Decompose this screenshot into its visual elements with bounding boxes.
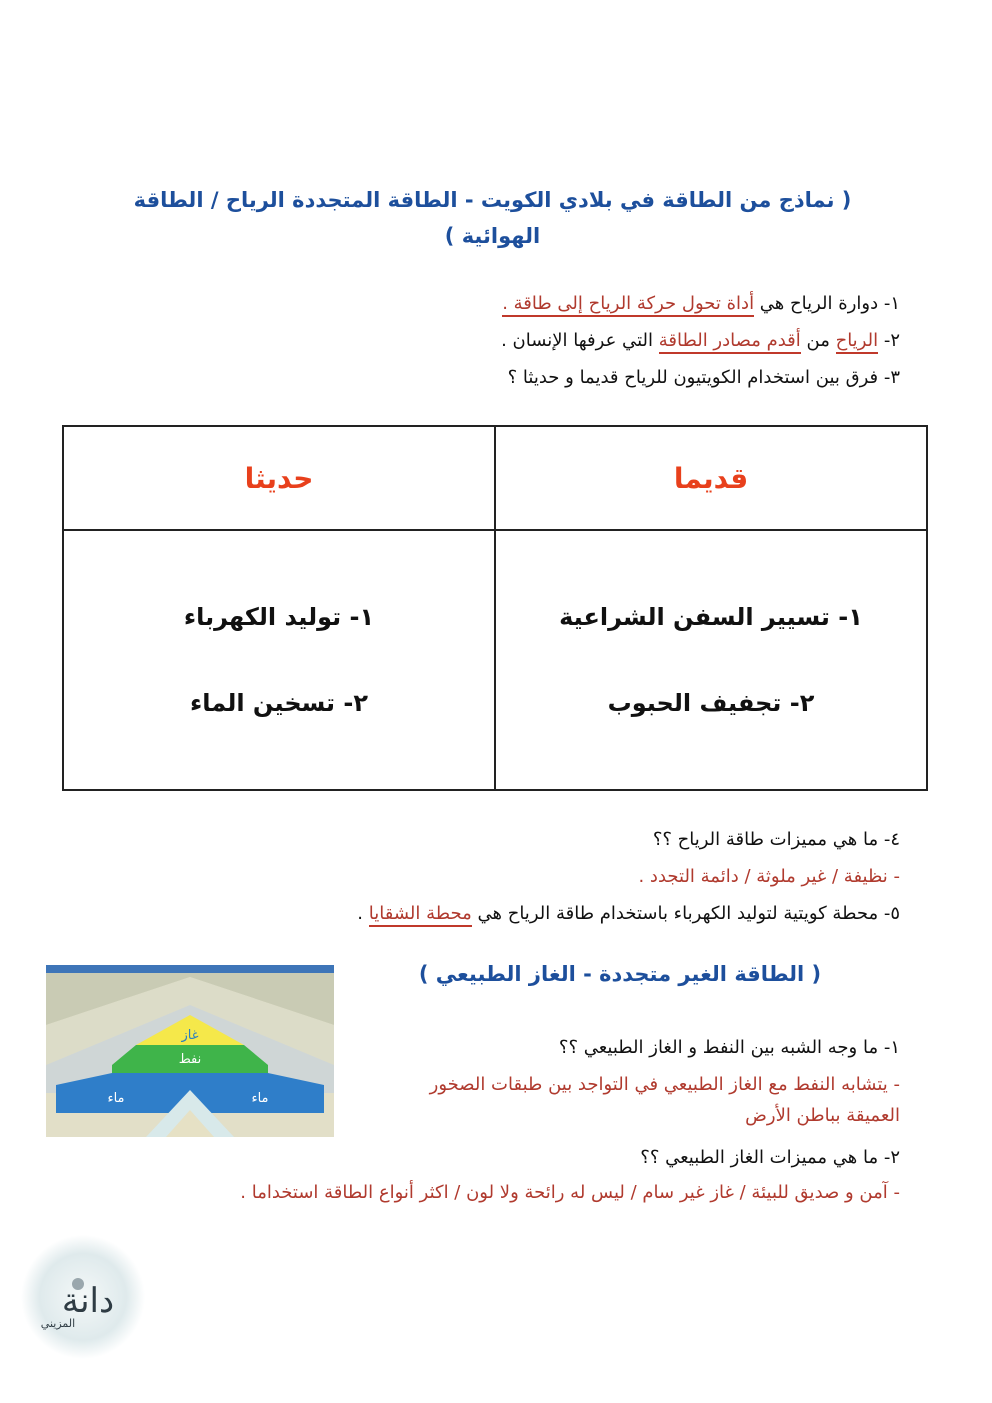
new-use-item: ١- توليد الكهرباء: [183, 603, 375, 631]
old-use-item: ٢- تجفيف الحبوب: [607, 689, 815, 717]
question-1-answer: أداة تحول حركة الرياح إلى طاقة .: [502, 293, 754, 317]
question-1-text: ١- دوارة الرياح هي: [754, 293, 900, 314]
logo-main-text: دانة: [61, 1281, 115, 1321]
old-use-item: ١- تسيير السفن الشراعية: [559, 603, 863, 631]
gas-oil-diagram: [46, 965, 334, 1137]
oil-label: نفط: [178, 1052, 202, 1067]
column-header-new: حديثا: [63, 426, 495, 530]
question-2-word2: أقدم مصادر الطاقة: [659, 330, 801, 354]
section-2-answer-2: - آمن و صديق للبيئة / غاز غير سام / ليس له رائحة ولا لون / اكثر أنواع الطاقة استخداما .: [240, 1182, 900, 1203]
section-2-answer-1: - يتشابه النفط مع الغاز الطبيعي في التواجد بين طبقات الصخور العميقة بباطن الأرض: [429, 1074, 900, 1126]
comparison-table: [62, 425, 928, 791]
column-header-old: قديما: [495, 426, 927, 530]
old-uses-cell: [495, 530, 927, 790]
question-5: [80, 900, 900, 928]
section-2-title: ( الطاقة الغير متجددة - الغاز الطبيعي ): [418, 962, 822, 986]
question-2: [80, 327, 900, 355]
question-5-text: ٥- محطة كويتية لتوليد الكهرباء باستخدام طاقة الرياح هي: [471, 903, 900, 924]
water-label-right: ماء: [251, 1091, 269, 1106]
section-2-question-1: ١- ما وجه الشبه بين النفط و الغاز الطبيعي ؟؟: [558, 1037, 900, 1058]
question-5-suffix: .: [357, 903, 369, 924]
question-1: [80, 290, 900, 318]
question-4: ٤- ما هي مميزات طاقة الرياح ؟؟: [652, 829, 900, 850]
author-logo: [18, 1232, 148, 1362]
question-2-mid: من: [800, 330, 836, 351]
question-5-answer: محطة الشقايا: [369, 903, 472, 927]
new-use-item: ٢- تسخين الماء: [189, 689, 369, 717]
question-2-prefix: ٢-: [878, 330, 900, 351]
question-2-suffix: التي عرفها الإنسان .: [501, 330, 659, 351]
question-3: ٣- فرق بين استخدام الكويتيون للرياح قديما و حديثا ؟: [507, 367, 900, 388]
answer-4: - نظيفة / غير ملوثة / دائمة التجدد .: [638, 866, 900, 887]
gas-label: غاز: [181, 1028, 199, 1043]
new-uses-cell: [63, 530, 495, 790]
section-2-question-2: ٢- ما هي مميزات الغاز الطبيعي ؟؟: [640, 1147, 900, 1168]
logo-sub-text: المزيني: [40, 1317, 76, 1330]
page-title: ( نماذج من الطاقة في بلادي الكويت - الطاقة المتجددة الرياح / الطاقة الهوائية ): [133, 188, 852, 248]
diagram-sea: [46, 965, 334, 973]
question-2-word1: الرياح: [836, 330, 879, 354]
water-label-left: ماء: [107, 1091, 125, 1106]
